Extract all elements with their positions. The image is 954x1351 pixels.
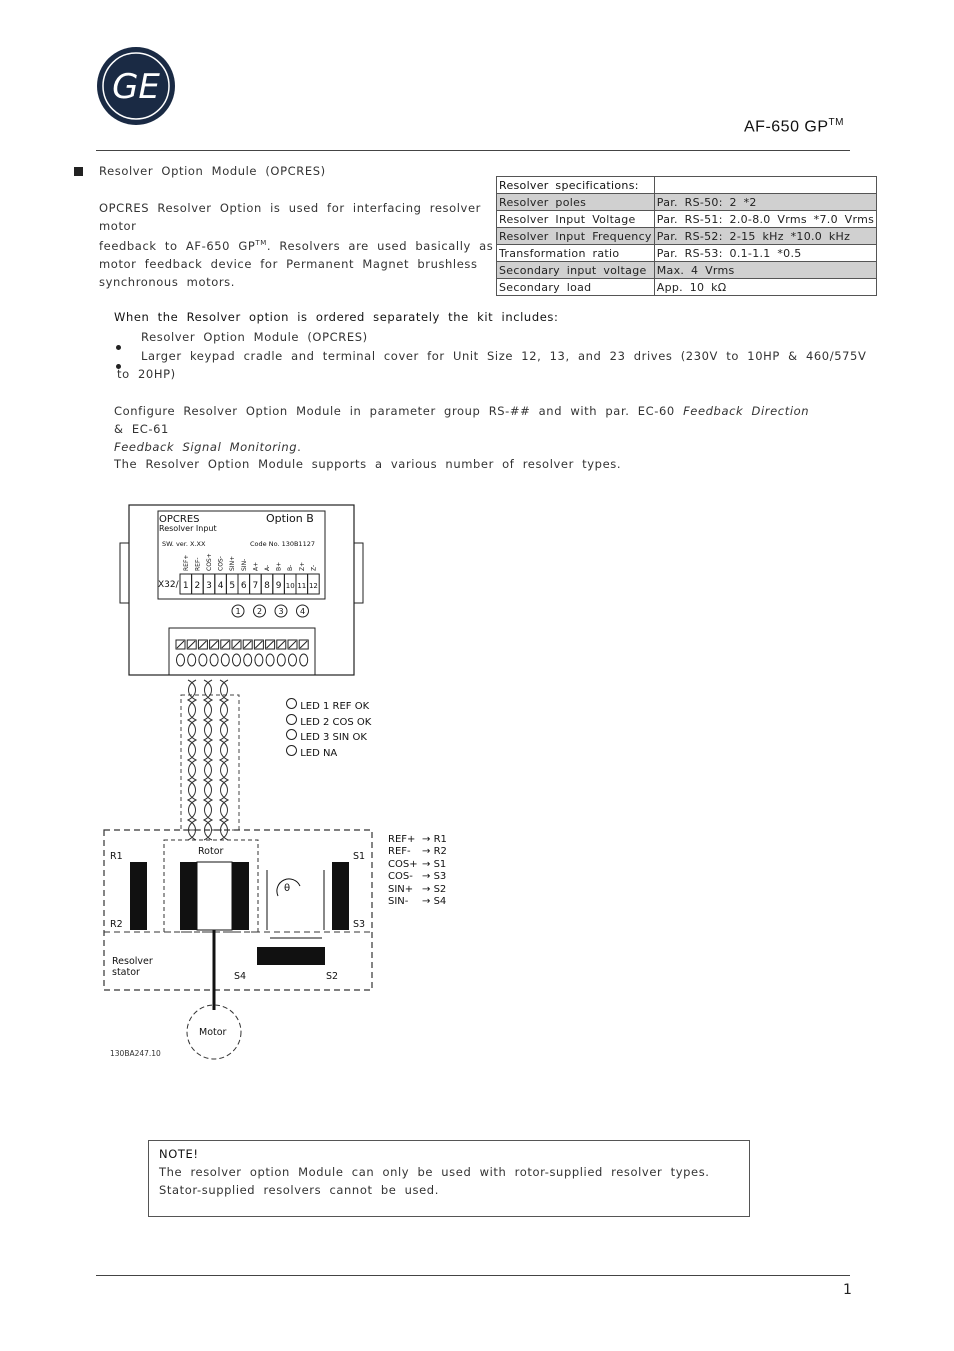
terminal-number: 6 xyxy=(240,581,247,591)
terminal-number: 5 xyxy=(229,581,236,591)
plug-pin-screw xyxy=(221,654,229,666)
spec-row: Resolver Input Frequency Par. RS-52: 2-15 kHz *10.0 kHz xyxy=(497,228,877,245)
module-option: Option B xyxy=(266,512,314,525)
terminal-signal: Z+ xyxy=(298,561,306,571)
supports-text: The Resolver Option Module supports a various number of resolver types. xyxy=(114,457,622,471)
plug-pin-slash xyxy=(177,641,184,648)
plug-pin-screw xyxy=(199,654,207,666)
plug-pin-screw xyxy=(210,654,218,666)
plug-pin-screw xyxy=(289,654,297,666)
s4-label: S4 xyxy=(234,971,247,982)
plug-pin-slash xyxy=(244,641,251,648)
module-sw: SW. ver. X.XX xyxy=(162,540,206,548)
svg-text:GE: GE xyxy=(112,67,160,107)
stator-label: Resolver xyxy=(112,956,153,967)
spec-table xyxy=(496,176,877,296)
terminal-signal: SIN+ xyxy=(229,555,237,571)
plug-pin-slash xyxy=(233,641,240,648)
led-marker-number: 1 xyxy=(235,607,241,616)
terminal-signal: B+ xyxy=(275,561,283,571)
terminal-signal: A+ xyxy=(252,561,260,571)
s3-label: S3 xyxy=(353,919,366,930)
spec-row: Transformation ratio Par. RS-53: 0.1-1.1 *0.5 xyxy=(497,245,877,262)
spec-row: Secondary input voltage Max. 4 Vrms xyxy=(497,262,877,279)
plug-pin-slash xyxy=(300,641,307,648)
terminal-number: 8 xyxy=(264,581,270,591)
figure-code: 130BA247.10 xyxy=(110,1049,161,1058)
plug-pin-screw xyxy=(277,654,285,666)
r1-label: R1 xyxy=(110,851,123,862)
spec-row: Secondary load App. 10 kΩ xyxy=(497,279,877,296)
twisted-wire xyxy=(205,680,213,840)
terminal-number: 11 xyxy=(297,582,307,590)
terminal-number: 2 xyxy=(194,581,201,591)
plug-pin-screw xyxy=(177,654,185,666)
terminal-number: 4 xyxy=(217,581,224,591)
motor-label: Motor xyxy=(199,1027,227,1038)
section-bullet xyxy=(74,167,83,176)
terminal-number: 12 xyxy=(308,582,318,590)
terminal-signal: COS- xyxy=(217,556,225,571)
ge-logo xyxy=(96,46,176,126)
plug-pin-screw xyxy=(188,654,196,666)
led-marker-number: 2 xyxy=(256,607,263,616)
plug-pin-screw xyxy=(233,654,241,666)
led-legend: LED 1 REF OK LED 2 COS OK LED 3 SIN OK LED NA xyxy=(286,698,371,761)
spec-row: Resolver Input Voltage Par. RS-51: 2.0-8.0 Vrms *7.0 Vrms xyxy=(497,211,877,228)
spec-row: Resolver poles Par. RS-50: 2 *2 xyxy=(497,194,877,211)
configure-text: Configure Resolver Option Module in parameter group RS-## and with par. EC-60 Feedback Direction & EC-61 Feedback Signal Monitoring. xyxy=(114,404,810,454)
terminal-number: 10 xyxy=(285,582,295,590)
stator-label: stator xyxy=(112,967,140,978)
led-marker-number: 4 xyxy=(299,607,306,616)
signal-mapping: REF+ → R1 REF- → R2 COS+ → S1 COS- → S3 SIN+ → S2 SIN- → S4 xyxy=(388,834,447,908)
plug-pin-slash xyxy=(222,641,229,648)
plug-pin-slash xyxy=(199,641,206,648)
terminal-signal: REF+ xyxy=(182,554,190,571)
footer-rule xyxy=(96,1275,850,1276)
terminal-signal: SIN- xyxy=(240,558,248,571)
module-name: OPCRES xyxy=(159,514,200,525)
page-number: 1 xyxy=(843,1282,852,1298)
plug-pin-slash xyxy=(267,641,274,648)
kit-item: Larger keypad cradle and terminal cover for Unit Size 12, 13, and 23 drives (230V to 10HP & 460/575V xyxy=(141,349,867,363)
plug-pin-slash xyxy=(289,641,296,648)
terminal-signal: COS+ xyxy=(206,553,213,571)
theta-label: θ xyxy=(284,883,291,894)
terminal-signal: A- xyxy=(264,564,271,571)
r2-label: R2 xyxy=(110,919,123,930)
header-rule xyxy=(96,150,850,151)
spec-header-row: Resolver specifications: xyxy=(497,177,877,194)
led-marker-number: 3 xyxy=(278,607,284,616)
rotor-label: Rotor xyxy=(198,846,224,857)
note-title: NOTE! xyxy=(159,1147,199,1161)
note-line: Stator-supplied resolvers cannot be used. xyxy=(159,1183,439,1197)
twisted-wire xyxy=(204,680,212,840)
kit-heading: When the Resolver option is ordered separately the kit includes: xyxy=(114,310,559,324)
plug-pin-screw xyxy=(244,654,252,666)
note-box xyxy=(148,1140,750,1217)
module-code: Code No. 130B1127 xyxy=(250,540,315,548)
plug-pin-screw xyxy=(266,654,274,666)
kit-item: Resolver Option Module (OPCRES) xyxy=(141,330,368,344)
twisted-wire xyxy=(220,680,228,840)
twisted-wire xyxy=(188,680,196,840)
terminal-number: 7 xyxy=(252,581,259,591)
terminal-number: 9 xyxy=(275,581,282,591)
resolver-wiring-diagram xyxy=(100,500,460,1065)
terminal-signal: Z- xyxy=(310,564,318,571)
plug-pin-slash xyxy=(188,641,195,648)
product-title: AF-650 GP™ xyxy=(744,117,844,136)
kit-item-cont: to 20HP) xyxy=(117,367,176,381)
twisted-wire xyxy=(221,680,229,840)
s1-label: S1 xyxy=(353,851,366,862)
connector-label: X32/ xyxy=(158,580,179,590)
terminal-signal: B- xyxy=(287,564,295,571)
twisted-wire xyxy=(189,680,197,840)
s2-label: S2 xyxy=(326,971,339,982)
plug-pin-screw xyxy=(300,654,308,666)
note-line: The resolver option Module can only be used with rotor-supplied resolver types. xyxy=(159,1165,710,1179)
terminal-number: 3 xyxy=(206,581,212,591)
kit-bullet xyxy=(116,335,121,354)
terminal-signal: REF- xyxy=(194,557,202,571)
plug-pin-slash xyxy=(278,641,285,648)
plug-pin-slash xyxy=(255,641,262,648)
terminal-number: 1 xyxy=(182,581,189,591)
section-title: Resolver Option Module (OPCRES) xyxy=(99,164,326,178)
plug-pin-slash xyxy=(211,641,218,648)
plug-pin-screw xyxy=(255,654,263,666)
module-sub: Resolver Input xyxy=(159,524,217,533)
intro-paragraph: OPCRES Resolver Option is used for interfacing resolver motor feedback to AF-650 GP™. Resolvers are used basically as motor feedback device for Permanent Magnet brushless synchronous motors. xyxy=(99,201,494,289)
